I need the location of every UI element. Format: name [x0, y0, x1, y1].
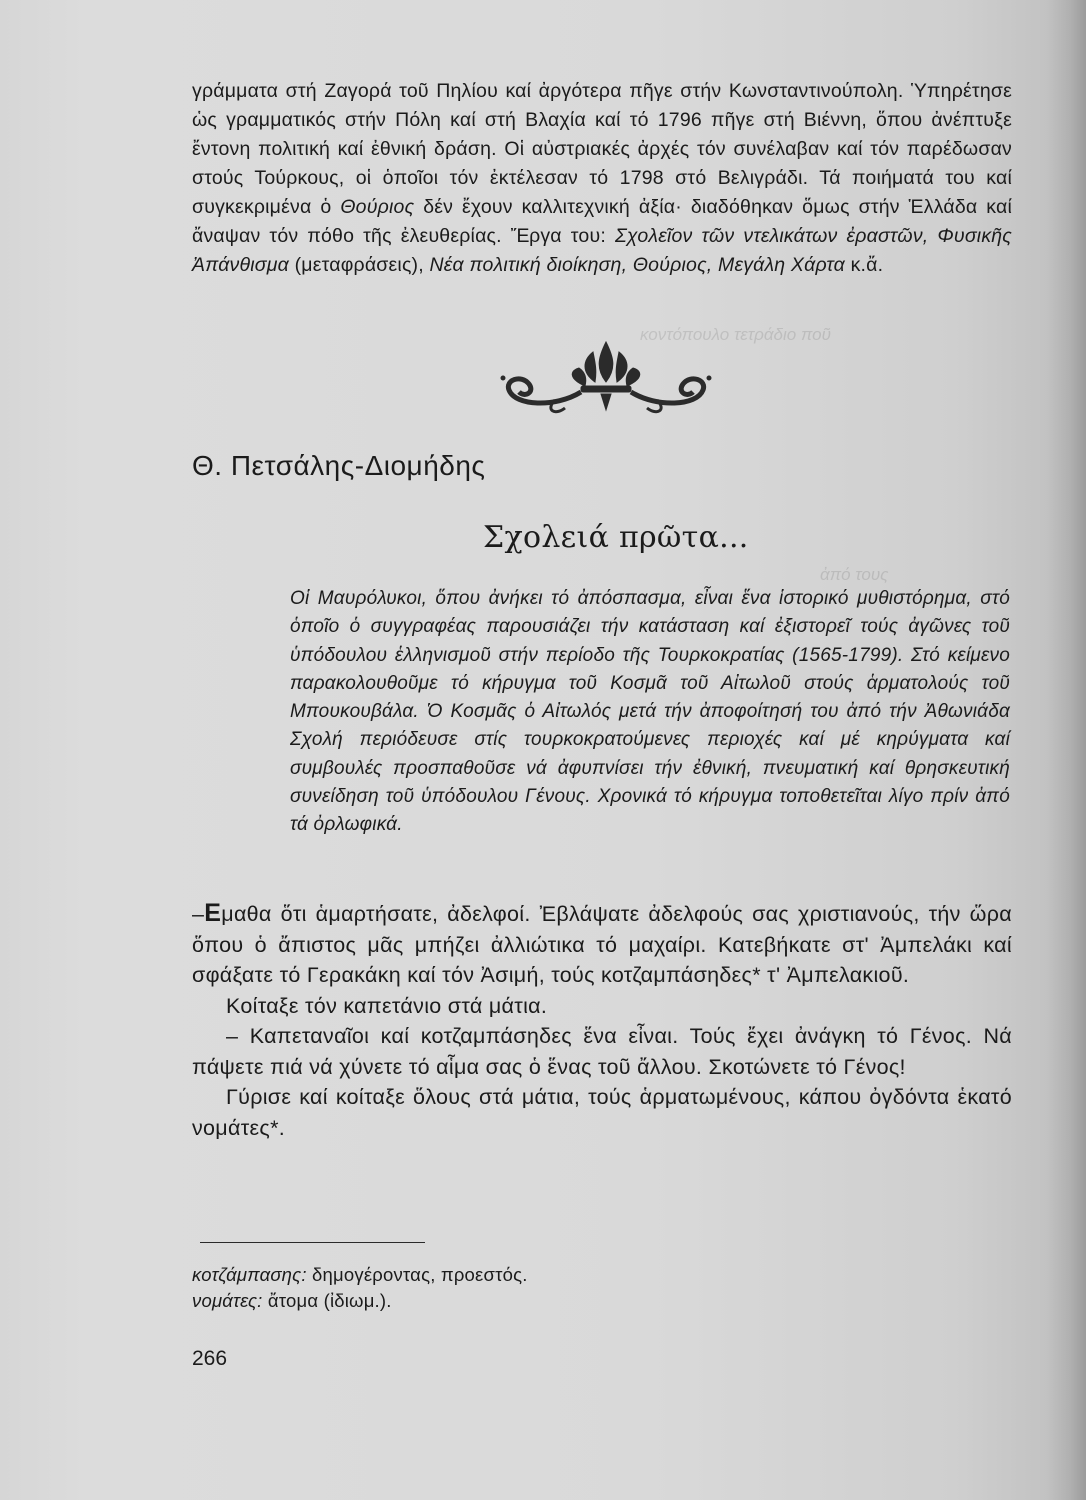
intro-text: Οἱ Μαυρόλυκοι, ὅπου ἀνήκει τό ἀπόσπασμα, εἶναι ἕνα ἱστορικό μυθιστόρημα, στό ὁποῖο ὁ συγγραφέας παρουσιάζει τήν κατάσταση καί ἐξιστορεῖ τούς ἀγῶνες τοῦ ὑπόδουλου ἑλληνισμοῦ στήν περίοδο τῆς Τουρκοκρατίας (1565-1799). Στό κείμενο παρακολουθοῦμε τό κήρυγμα τοῦ Κοσμᾶ τοῦ Αἰτωλοῦ στούς ἁρματολούς τοῦ Μπουκουβάλα. Ὁ Κοσμᾶς ὁ Αἰτωλός μετά τήν ἀποφοίτησή του ἀπό τήν Ἀθωνιάδα Σχολή περιόδευσε στίς τουρκοκρατούμενες περιοχές καί μέ κηρύγματα καί συμβουλές προσπαθοῦσε νά ἀφυπνίσει τήν ἐθνική, πνευματική καί θρησκευτική συνείδηση τοῦ ὑπόδουλου Γένους. Χρονικά τό κήρυγμα τοποθετεῖται λίγο πρίν ἀπό τά ὀρλωφικά. [290, 588, 1010, 836]
page-number: 266 [192, 1347, 228, 1370]
intro-paragraph [290, 585, 1010, 840]
footnote-definition: ἄτομα (ἰδιωμ.). [262, 1290, 392, 1311]
dialogue-dash: – [192, 902, 205, 926]
excerpt-title: Σχολειά πρῶτα... [483, 520, 749, 555]
footnote-definition: δημογέροντας, προεστός. [306, 1264, 528, 1285]
bio-line: γράμματα στή Ζαγορά τοῦ Πηλίου καί ἀργότερα πῆγε στήν Κωνσταντινούπολη. [192, 80, 904, 102]
main-text [192, 898, 1012, 1143]
bleed-through: ἀπό τους [820, 565, 889, 584]
paragraph-2: Κοίταξε τόν καπετάνιο στά μάτια. [226, 993, 548, 1018]
footnotes [192, 1262, 528, 1314]
ornament-icon [495, 338, 717, 418]
bio-text: Ὑπηρέτησε ὡς γραμματικός στήν Πόλη καί στή Βλαχία καί τό 1796 πῆγε στή Βιέννη, ὅπου ἀνέπτυξε ἔντονη πολιτική καί ἐθνική δράση. Οἱ αὐστριακές ἀρχές τόν συνέλαβαν καί τόν παρέδωσαν στούς Τούρκους, οἱ ὁποῖοι τόν ἐκτέλεσαν τό 1798 στό Βελιγράδι. Τά ποιήματά του καί συγκεκριμένα ὁ [192, 80, 1012, 218]
footnote [192, 1288, 528, 1314]
bleed-through: κοντόπουλο τετράδιο ποῦ [640, 325, 831, 344]
author-bio-paragraph [192, 77, 1012, 280]
page-edge-shadow [1046, 0, 1086, 1500]
footnote [192, 1262, 528, 1288]
paragraph-3: – Καπεταναῖοι καί κοτζαμπάσηδες ἕνα εἶναι. Τούς ἔχει ἀνάγκη τό Γένος. Νά πάψετε πιά νά χύνετε τό αἷμα σας ὁ ἕνας τοῦ ἄλλου. Σκοτώνετε τό Γένος! [192, 1024, 1012, 1079]
thourios-title: Θούριος [340, 196, 415, 218]
paragraph-text: μαθα ὅτι ἁμαρτήσατε, ἀδελφοί. Ἐβλάψατε ἀδελφούς σας χριστιανούς, τήν ὥρα ὅπου ὁ ἄπιστος μᾶς μπήζει ἀλλιώτικα τό μαχαίρι. Κατεβήκατε στ' Ἀμπελάκι καί σφάξατε τό Γερακάκη καί τόν Ἀσιμή, τούς κοτζαμπάσηδες* τ' Ἀμπελακιοῦ. [192, 902, 1012, 987]
footnote-term: νομάτες: [192, 1290, 263, 1311]
footnote-divider [200, 1242, 425, 1243]
paragraph-1 [192, 898, 1012, 991]
author-name: Θ. Πετσάλης-Διομήδης [192, 450, 486, 481]
works-list: Σχολεῖον τῶν ντελικάτων ἐραστῶν, Φυσικῆς Ἀπάνθισμα [192, 225, 1012, 276]
works-end: κ.ἄ. [844, 254, 884, 276]
works-list-2: Νέα πολιτική διοίκηση, Θούριος, Μεγάλη Χάρτα [429, 254, 845, 276]
footnote-term: κοτζάμπασης: [192, 1264, 307, 1285]
works-note: (μεταφράσεις), [288, 254, 430, 276]
bio-text: δέν ἔχουν καλλιτεχνική ἀξία· διαδόθηκαν ὅμως στήν Ἑλλάδα καί ἄναψαν τόν πόθο τῆς ἐλευθερίας. Ἔργα του: [192, 196, 1012, 247]
paragraph-4: Γύρισε καί κοίταξε ὅλους στά μάτια, τούς ἁρματωμένους, κάπου ὀγδόντα ἑκατό νομάτες*. [192, 1085, 1012, 1140]
drop-cap: Ε [204, 899, 222, 927]
